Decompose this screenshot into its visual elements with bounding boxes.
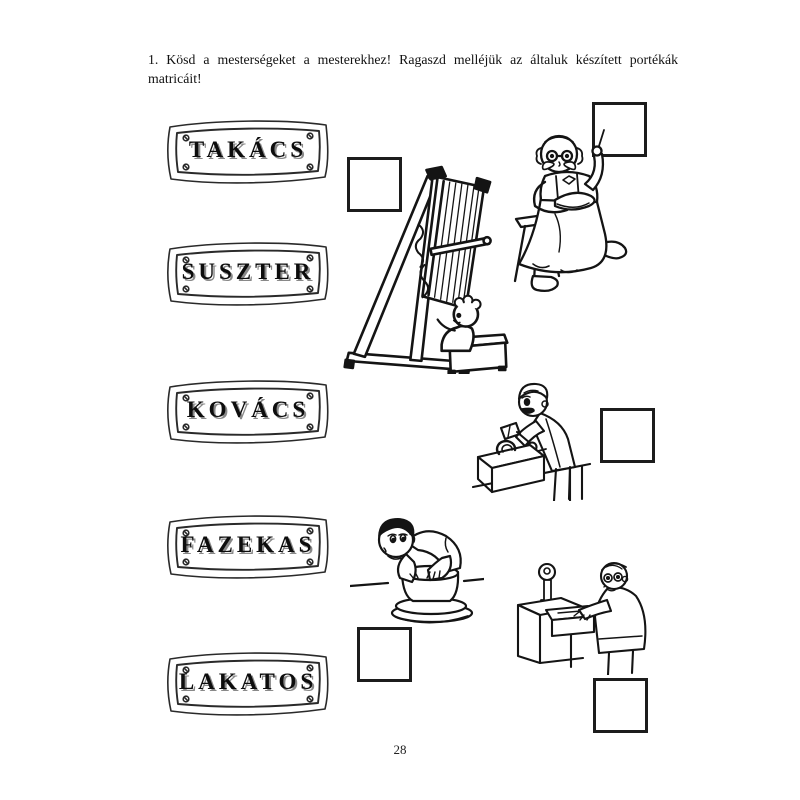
- potter-at-wheel-illustration: [350, 510, 484, 638]
- sign-label: SUSZTER: [181, 258, 315, 284]
- page-number: 28: [393, 742, 407, 757]
- sign-lakatos: [164, 649, 332, 717]
- sticker-box: [593, 678, 648, 733]
- locksmith-at-workbench-illustration: [511, 555, 669, 675]
- cobbler-sewing-illustration: [503, 118, 635, 298]
- sign-fazekas: [164, 512, 332, 580]
- weaver-at-loom-illustration: [343, 164, 511, 374]
- sign-suszter: [164, 239, 332, 307]
- sign-label: KOVÁCS: [186, 396, 310, 422]
- blacksmith-at-anvil-illustration: [472, 377, 592, 501]
- sign-kovacs: [164, 377, 332, 445]
- sign-takacs: [164, 117, 332, 185]
- instruction-text: 1. Kösd a mesterségeket a mesterekhez! Ragaszd melléjük az általuk készített portékák matricáit!: [148, 52, 678, 86]
- sticker-box: [600, 408, 655, 463]
- sign-label: TAKÁCS: [188, 136, 308, 162]
- sign-label: LAKATOS: [178, 668, 318, 694]
- sign-label: FAZEKAS: [180, 531, 316, 557]
